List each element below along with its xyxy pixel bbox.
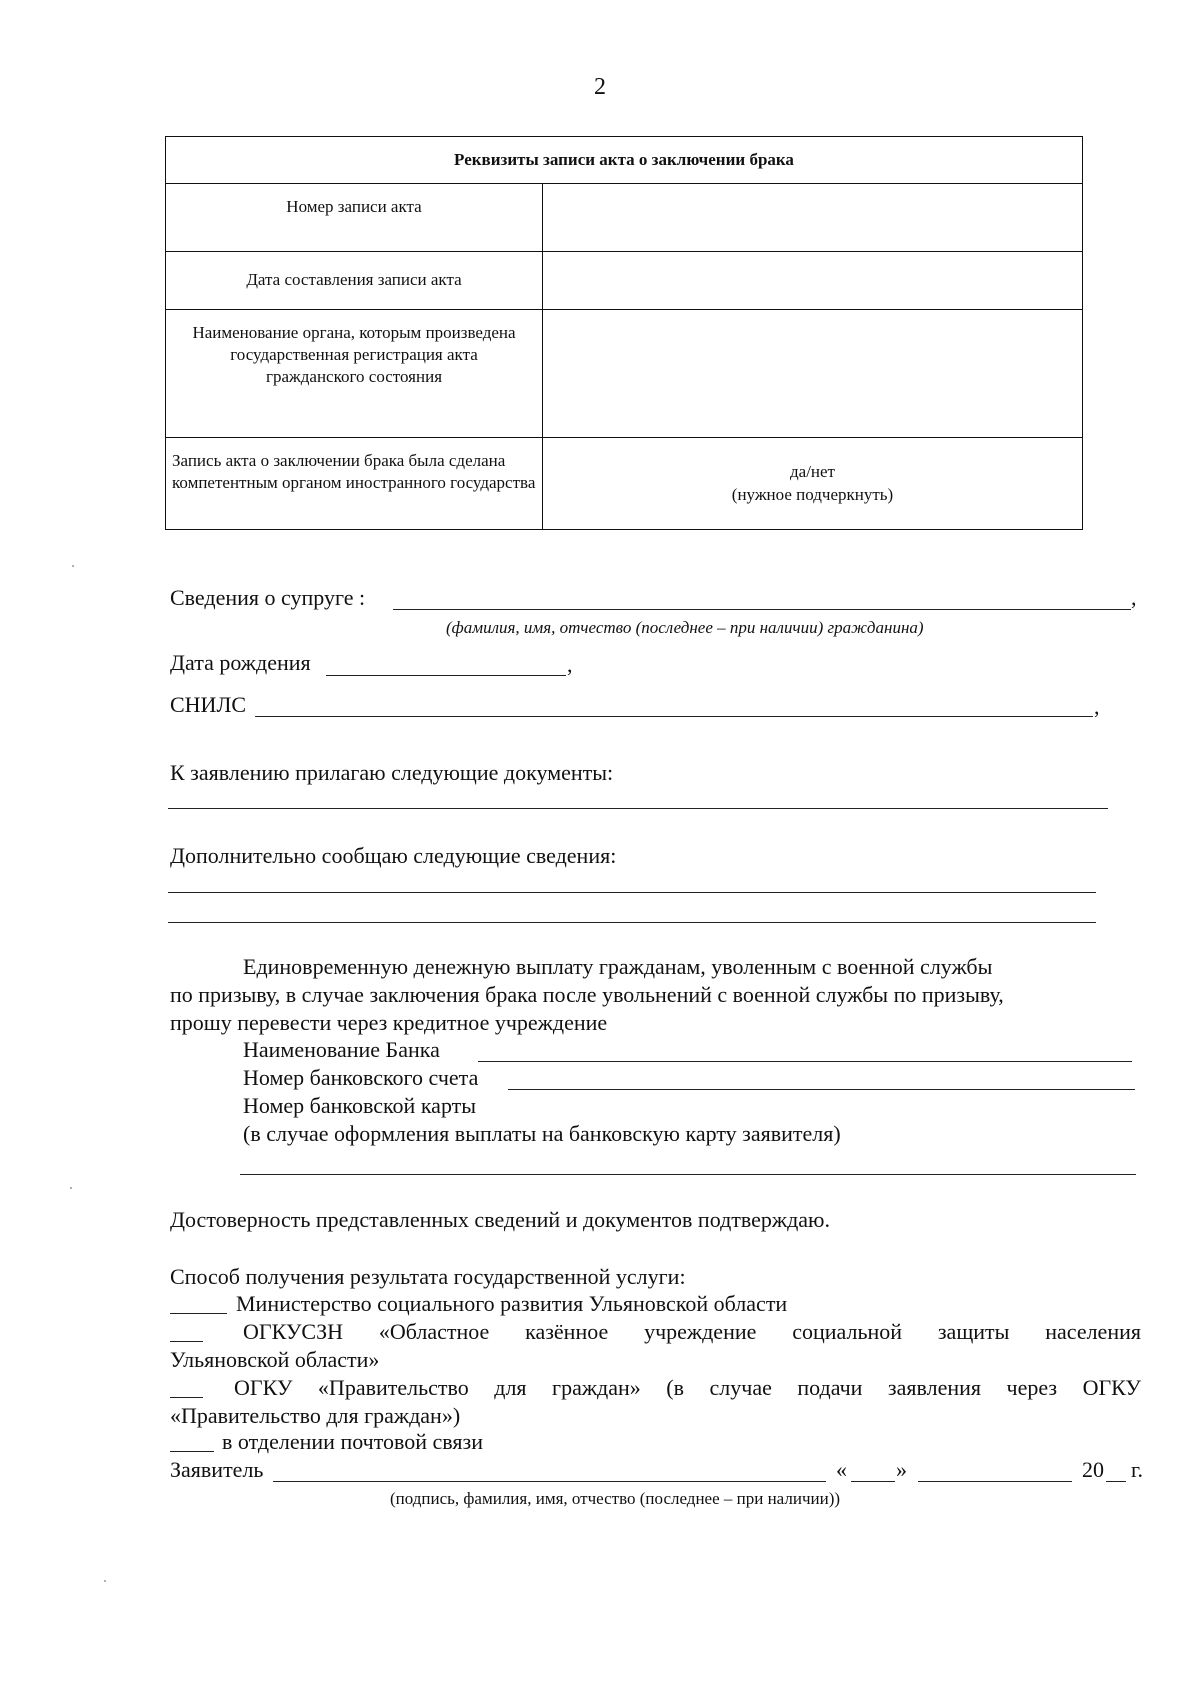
birth-date-label: Дата рождения	[170, 650, 311, 675]
card-label: Номер банковской карты	[243, 1093, 477, 1118]
scan-speck	[70, 1187, 72, 1189]
option2-label-line2: Ульяновской области»	[170, 1347, 380, 1372]
option2-label-line1: ОГКУСЗН «Областное казённое учреждение социальной защиты населения	[243, 1319, 1141, 1344]
option4-label: в отделении почтовой связи	[222, 1429, 483, 1454]
option3-label-line1: ОГКУ «Правительство для граждан» (в случае подачи заявления через ОГКУ	[234, 1375, 1141, 1400]
year-suffix: г.	[1131, 1457, 1144, 1482]
additional-field-2[interactable]	[168, 922, 1096, 923]
year-prefix: 20	[1082, 1457, 1104, 1482]
record-number-field[interactable]	[543, 184, 1083, 252]
scan-speck	[72, 565, 74, 567]
option2-check-field[interactable]	[170, 1341, 203, 1342]
row-label: Наименование органа, которым произведена государственная регистрация акта гражданского состояния	[166, 310, 543, 438]
record-date-field[interactable]	[543, 252, 1083, 310]
date-year-field[interactable]	[1106, 1481, 1126, 1482]
option1-check-field[interactable]	[170, 1313, 227, 1314]
confirm-text: Достоверность представленных сведений и документов подтверждаю.	[170, 1207, 830, 1232]
table-row	[166, 438, 1083, 530]
page-number: 2	[594, 74, 606, 100]
payment-paragraph-line1: Единовременную денежную выплату гражданам, уволенным с военной службы	[243, 954, 993, 979]
row-label: Дата составления записи акта	[166, 252, 543, 310]
table-row	[166, 184, 1083, 252]
table-title: Реквизиты записи акта о заключении брака	[166, 137, 1083, 184]
spouse-label: Сведения о супруге :	[170, 585, 366, 610]
documents-field[interactable]	[168, 808, 1108, 809]
documents-label: К заявлению прилагаю следующие документы:	[170, 760, 614, 785]
signature-hint: (подпись, фамилия, имя, отчество (последнее – при наличии))	[390, 1489, 841, 1508]
row-label: Номер записи акта	[166, 184, 543, 252]
bank-name-label: Наименование Банка	[243, 1037, 440, 1062]
bank-name-field[interactable]	[478, 1061, 1132, 1062]
table-row	[166, 310, 1083, 438]
snils-label: СНИЛС	[170, 692, 247, 717]
spouse-name-field[interactable]	[393, 609, 1131, 610]
applicant-label: Заявитель	[170, 1457, 264, 1482]
yes-no-note: (нужное подчеркнуть)	[731, 484, 894, 504]
quote-close: »	[896, 1457, 907, 1482]
account-field[interactable]	[508, 1089, 1135, 1090]
payment-paragraph-line3: прошу перевести через кредитное учреждение	[170, 1010, 608, 1035]
additional-label: Дополнительно сообщаю следующие сведения:	[170, 843, 617, 868]
additional-field-1[interactable]	[168, 892, 1096, 893]
account-label: Номер банковского счета	[243, 1065, 479, 1090]
scan-speck	[104, 1580, 106, 1582]
date-day-field[interactable]	[851, 1481, 895, 1482]
option3-check-field[interactable]	[170, 1397, 203, 1398]
card-note: (в случае оформления выплаты на банковскую карту заявителя)	[243, 1121, 841, 1146]
foreign-authority-field[interactable]	[543, 438, 1083, 530]
spouse-name-hint: (фамилия, имя, отчество (последнее – при наличии) гражданина)	[446, 618, 924, 637]
option3-label-line2: «Правительство для граждан»)	[170, 1403, 461, 1428]
table-row	[166, 252, 1083, 310]
result-method-label: Способ получения результата государственной услуги:	[170, 1264, 686, 1289]
birth-date-field[interactable]	[326, 675, 566, 676]
yes-no-value: да/нет	[790, 462, 835, 482]
card-field[interactable]	[240, 1174, 1136, 1175]
registration-authority-field[interactable]	[543, 310, 1083, 438]
option4-check-field[interactable]	[170, 1451, 214, 1452]
snils-field[interactable]	[255, 716, 1093, 717]
option1-label: Министерство социального развития Ульяновской области	[236, 1291, 788, 1316]
applicant-signature-field[interactable]	[273, 1481, 826, 1482]
row-label: Запись акта о заключении брака была сделана компетентным органом иностранного государства	[166, 438, 543, 530]
marriage-record-table	[165, 136, 1083, 530]
payment-paragraph-line2: по призыву, в случае заключения брака после увольнений с военной службы по призыву,	[170, 982, 1004, 1007]
quote-open: «	[836, 1457, 847, 1482]
date-month-field[interactable]	[918, 1481, 1072, 1482]
